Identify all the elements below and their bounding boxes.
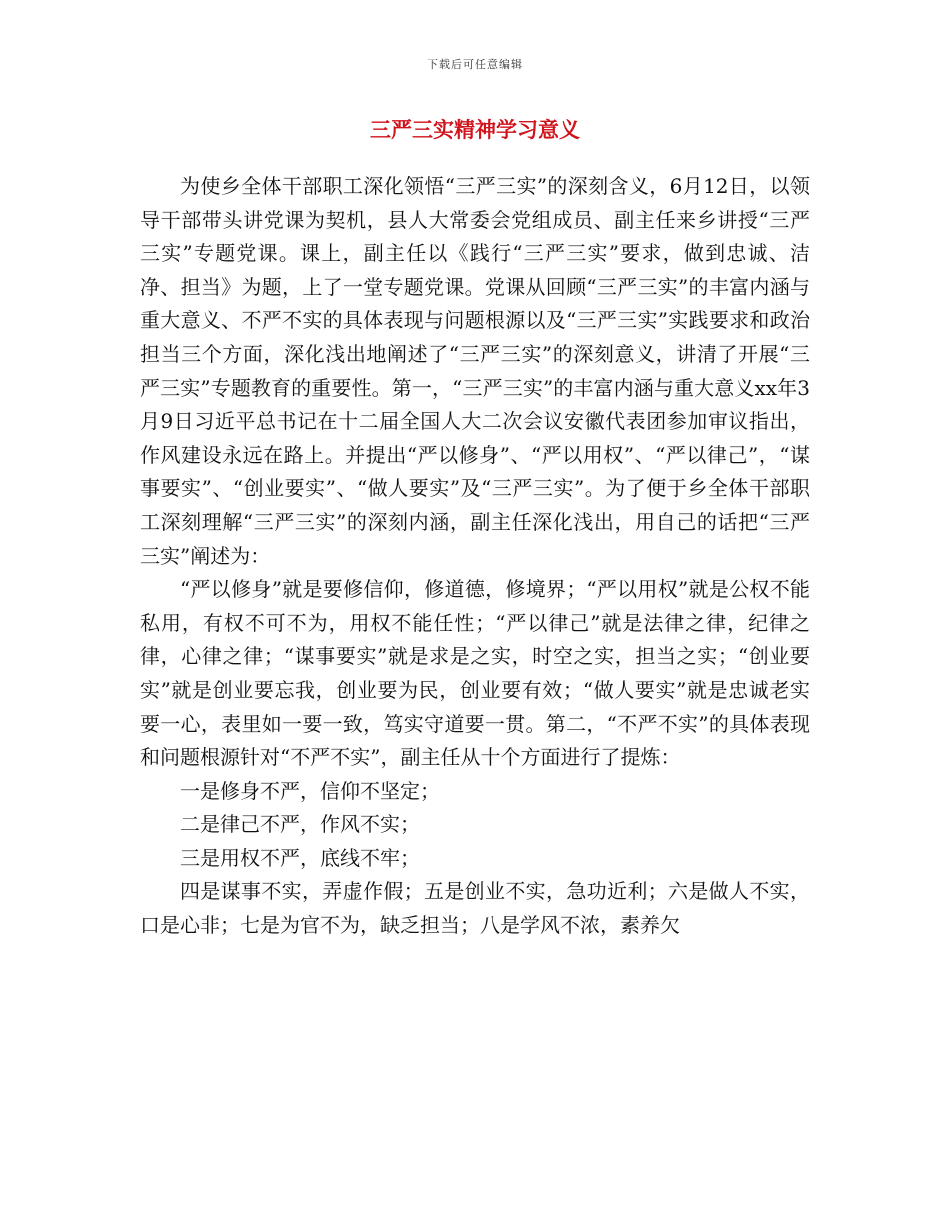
document-body <box>140 170 810 943</box>
paragraph: 为使乡全体干部职工深化领悟“三严三实”的深刻含义，6月12日，以领导干部带头讲党课为契机，县人大常委会党组成员、副主任来乡讲授“三严三实”专题党课。课上，副主任以《践行“三严三实”要求，做到忠诚、洁净、担当》为题，上了一堂专题党课。党课从回顾“三严三实”的丰富内涵与重大意义、不严不实的具体表现与问题根源以及“三严三实”实践要求和政治担当三个方面，深化浅出地阐述了“三严三实”的深刻意义，讲清了开展“三严三实”专题教育的重要性。第一，“三严三实”的丰富内涵与重大意义xx年3月9日习近平总书记在十二届全国人大二次会议安徽代表团参加审议指出，作风建设永远在路上。并提出“严以修身”、“严以用权”、“严以律己”，“谋事要实”、“创业要实”、“做人要实”及“三严三实”。为了便于乡全体干部职工深刻理解“三严三实”的深刻内涵，副主任深化浅出，用自己的话把“三严三实”阐述为： <box>140 174 810 568</box>
header-note: 下载后可任意编辑 <box>427 58 523 71</box>
paragraph: “严以修身”就是要修信仰，修道德，修境界；“严以用权”就是公权不能私用，有权不可不为，用权不能任性；“严以律己”就是法律之律，纪律之律，心律之律；“谋事要实”就是求是之实，时空之实，担当之实；“创业要实”就是创业要忘我，创业要为民，创业要有效；“做人要实”就是忠诚老实要一心，表里如一要一致，笃实守道要一贯。第二，“不严不实”的具体表现和问题根源针对“不严不实”，副主任从十个方面进行了提炼： <box>140 577 810 770</box>
paragraph: 四是谋事不实，弄虚作假；五是创业不实，急功近利；六是做人不实，口是心非；七是为官不为，缺乏担当；八是学风不浓，素养欠 <box>140 879 810 938</box>
document-title: 三严三实精神学习意义 <box>370 117 580 142</box>
paragraph: 一是修身不严，信仰不坚定； <box>180 778 440 803</box>
paragraph: 三是用权不严，底线不牢； <box>180 845 420 870</box>
paragraph: 二是律己不严，作风不实； <box>180 812 420 837</box>
